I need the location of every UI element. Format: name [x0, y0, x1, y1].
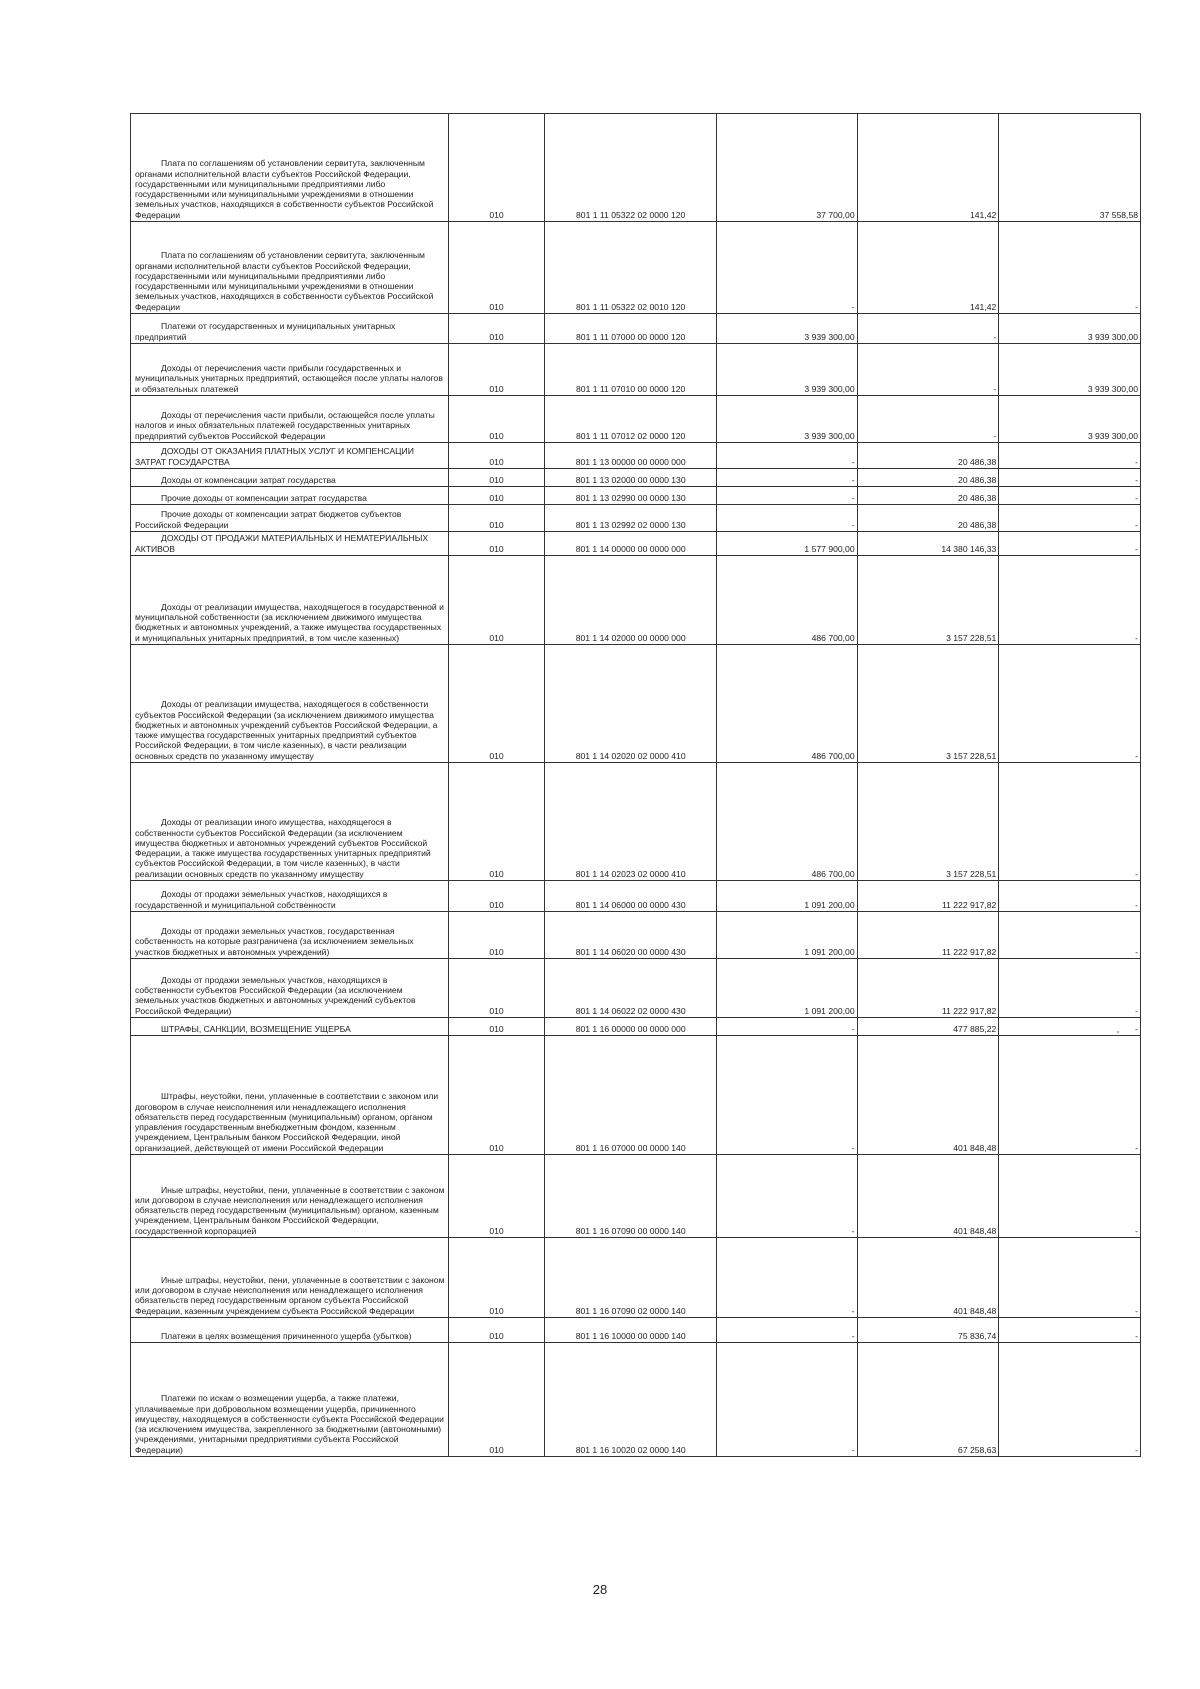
row-approved-text: -: [851, 1142, 855, 1153]
row-code-text: 010: [489, 1023, 504, 1034]
row-approved-text: 1 577 900,00: [804, 543, 855, 554]
row-code-text: 010: [489, 632, 504, 643]
row-executed-cell: [857, 763, 999, 881]
row-name-text: Доходы от реализации имущества, находящегося в государственной и муниципальной собственности (за исключением движимого имущества бюджетных и автономных учреждений, а также имущества государственных и муниципальных унитарных предприятий, в том числе казенных): [135, 601, 444, 643]
table-row: [131, 1318, 1141, 1343]
row-code-cell: [448, 314, 545, 344]
row-approved-text: -: [851, 1330, 855, 1341]
row-executed-cell: [857, 443, 999, 469]
row-executed-text: 11 222 917,82: [941, 1005, 997, 1016]
row-code-text: 010: [489, 474, 504, 485]
row-approved-text: 37 700,00: [816, 209, 855, 220]
row-approved-text: 3 939 300,00: [804, 430, 855, 441]
row-approved-text: 3 939 300,00: [804, 383, 855, 394]
row-executed-text: 3 157 228,51: [946, 868, 997, 879]
row-approved-cell: [717, 959, 858, 1018]
row-code-text: 010: [489, 899, 504, 910]
row-approved-text: -: [851, 492, 855, 503]
table-row: [131, 1343, 1141, 1457]
row-unexecuted-text: 3 939 300,00: [1087, 430, 1138, 441]
row-unexecuted-text: -: [1135, 1023, 1138, 1034]
row-executed-text: -: [993, 430, 997, 441]
row-kbk-cell: [545, 1155, 717, 1238]
row-code-text: 010: [489, 750, 504, 761]
row-unexecuted-text: -: [1135, 1225, 1138, 1236]
row-executed-text: 401 848,48: [953, 1225, 997, 1236]
row-kbk-text: 801 1 14 02020 02 0000 410: [575, 750, 686, 761]
row-kbk-cell: [545, 469, 717, 487]
row-approved-text: 1 091 200,00: [804, 1005, 855, 1016]
row-unexecuted-cell: [999, 645, 1141, 763]
row-name-cell: [131, 763, 449, 881]
row-name-text: Доходы от продажи земельных участков, находящихся в собственности субъектов Российской Федерации (за исключением земельных участков бюджетных и автономных учреждений субъектов Российской Федерации): [135, 974, 416, 1016]
row-approved-text: -: [851, 1444, 855, 1455]
row-code-text: 010: [489, 301, 504, 312]
row-kbk-text: 801 1 14 06022 02 0000 430: [575, 1005, 686, 1016]
row-name-cell: [131, 532, 449, 556]
row-name-text: ДОХОДЫ ОТ ОКАЗАНИЯ ПЛАТНЫХ УСЛУГ И КОМПЕНСАЦИИ ЗАТРАТ ГОСУДАРСТВА: [135, 446, 414, 467]
row-code-cell: [448, 763, 545, 881]
row-code-text: 010: [489, 868, 504, 879]
row-name-text: Плата по соглашениям об установлении сервитута, заключенным органами исполнительной власти субъектов Российской Федерации, государственными или муниципальными предприятиями либо государственными или муниципальными учреждениями в отношении земельных участков, находящихся в собственности субъектов Российской Федерации: [135, 158, 434, 220]
row-unexecuted-text: -: [1135, 946, 1138, 957]
row-approved-cell: [717, 222, 858, 314]
table-row: [131, 469, 1141, 487]
row-name-cell: [131, 912, 449, 959]
row-executed-cell: [857, 881, 999, 912]
pen-mark: ': [1117, 1030, 1119, 1041]
row-unexecuted-text: -: [1135, 1005, 1138, 1016]
row-code-cell: [448, 443, 545, 469]
row-name-cell: [131, 469, 449, 487]
row-unexecuted-cell: [999, 314, 1141, 344]
row-code-text: 010: [489, 519, 504, 530]
row-approved-text: 1 091 200,00: [804, 946, 855, 957]
row-code-cell: [448, 912, 545, 959]
row-name-text: ДОХОДЫ ОТ ПРОДАЖИ МАТЕРИАЛЬНЫХ И НЕМАТЕРИАЛЬНЫХ АКТИВОВ: [135, 533, 429, 554]
row-name-cell: [131, 645, 449, 763]
row-name-text: Прочие доходы от компенсации затрат государства: [161, 492, 367, 503]
row-kbk-cell: [545, 881, 717, 912]
row-kbk-text: 801 1 13 02992 02 0000 130: [575, 519, 686, 530]
row-kbk-cell: [545, 487, 717, 505]
row-unexecuted-text: -: [1135, 868, 1138, 879]
row-executed-cell: [857, 1318, 999, 1343]
row-name-cell: [131, 1238, 449, 1318]
row-approved-text: -: [851, 301, 855, 312]
table-row: [131, 222, 1141, 314]
row-kbk-cell: [545, 505, 717, 532]
row-code-cell: [448, 1155, 545, 1238]
table-row: [131, 532, 1141, 556]
row-unexecuted-text: -: [1135, 632, 1138, 643]
row-executed-text: 141,42: [969, 301, 997, 312]
row-unexecuted-text: -: [1135, 543, 1138, 554]
row-name-cell: [131, 505, 449, 532]
row-approved-cell: [717, 645, 858, 763]
row-executed-text: 20 486,38: [958, 456, 997, 467]
row-executed-cell: [857, 1343, 999, 1457]
row-kbk-text: 801 1 14 06000 00 0000 430: [575, 899, 686, 910]
row-kbk-text: 801 1 16 07090 02 0000 140: [575, 1305, 686, 1316]
table-row: [131, 881, 1141, 912]
row-executed-cell: [857, 1036, 999, 1155]
row-name-text: Доходы от продажи земельных участков, государственная собственность на которые разграничена (за исключением земельных участков бюджетных и автономных учреждений): [135, 926, 414, 957]
row-kbk-text: 801 1 16 07090 00 0000 140: [575, 1225, 686, 1236]
row-name-cell: [131, 344, 449, 396]
row-unexecuted-text: 3 939 300,00: [1087, 331, 1138, 342]
table-row: [131, 912, 1141, 959]
table-row: [131, 1036, 1141, 1155]
row-name-text: Платежи от государственных и муниципальных унитарных предприятий: [135, 321, 396, 342]
row-code-cell: [448, 505, 545, 532]
row-kbk-text: 801 1 14 02023 02 0000 410: [575, 868, 686, 879]
row-kbk-text: 801 1 16 00000 00 0000 000: [575, 1023, 686, 1034]
row-unexecuted-cell: [999, 1018, 1141, 1036]
row-executed-cell: [857, 314, 999, 344]
row-unexecuted-text: -: [1135, 519, 1138, 530]
row-kbk-text: 801 1 11 05322 02 0010 120: [576, 301, 686, 312]
row-unexecuted-text: -: [1135, 1330, 1138, 1341]
row-executed-text: -: [993, 331, 997, 342]
row-unexecuted-text: -: [1135, 301, 1138, 312]
row-executed-cell: [857, 114, 999, 222]
row-approved-text: 486 700,00: [811, 750, 855, 761]
row-code-cell: [448, 1036, 545, 1155]
row-code-cell: [448, 1018, 545, 1036]
row-executed-text: 11 222 917,82: [941, 899, 997, 910]
table-row: [131, 763, 1141, 881]
row-approved-text: -: [851, 456, 855, 467]
row-unexecuted-text: 37 558,58: [1099, 209, 1138, 220]
row-executed-cell: [857, 1155, 999, 1238]
row-executed-cell: [857, 222, 999, 314]
row-executed-cell: [857, 469, 999, 487]
row-kbk-text: 801 1 13 00000 00 0000 000: [575, 456, 686, 467]
row-approved-text: 486 700,00: [811, 632, 855, 643]
row-executed-cell: [857, 532, 999, 556]
row-unexecuted-cell: [999, 1036, 1141, 1155]
row-unexecuted-cell: [999, 1155, 1141, 1238]
table-row: [131, 556, 1141, 645]
row-unexecuted-cell: [999, 881, 1141, 912]
row-executed-text: 20 486,38: [958, 474, 997, 485]
row-executed-text: 20 486,38: [958, 492, 997, 503]
row-unexecuted-cell: [999, 487, 1141, 505]
row-kbk-text: 801 1 13 02000 00 0000 130: [575, 474, 686, 485]
row-approved-text: -: [851, 519, 855, 530]
row-executed-cell: [857, 912, 999, 959]
row-unexecuted-cell: [999, 443, 1141, 469]
row-approved-cell: [717, 1036, 858, 1155]
row-name-cell: [131, 114, 449, 222]
row-kbk-text: 801 1 16 10020 02 0000 140: [575, 1444, 686, 1455]
row-name-text: Платежи в целях возмещения причиненного ущерба (убытков): [161, 1330, 412, 1341]
row-kbk-cell: [545, 1036, 717, 1155]
row-executed-text: 141,42: [969, 209, 997, 220]
row-name-text: Штрафы, неустойки, пени, уплаченные в соответствии с законом или договором в случае неисполнения или ненадлежащего исполнения обязательств перед государственным (муниципальным) органом, органом управления государственным внебюджетным фондом, казенным учреждением, Центральным банком Российской Федерации, иной организацией, действующей от имени Российской Федерации: [135, 1091, 439, 1153]
row-approved-cell: [717, 487, 858, 505]
row-kbk-text: 801 1 11 07012 02 0000 120: [576, 430, 686, 441]
row-approved-cell: [717, 912, 858, 959]
row-approved-cell: [717, 1343, 858, 1457]
table-row: [131, 505, 1141, 532]
row-approved-cell: [717, 469, 858, 487]
table-row: [131, 114, 1141, 222]
row-executed-text: 401 848,48: [953, 1305, 997, 1316]
row-name-text: Платежи по искам о возмещении ущерба, а также платежи, уплачиваемые при добровольном возмещении ущерба, причиненного имуществу, находящемуся в собственности субъекта Российской Федерации (за исключением имущества, закрепленного за бюджетными (автономными) учреждениями, унитарными предприятиями субъекта Российской Федерации): [135, 1393, 444, 1455]
row-unexecuted-cell: [999, 1318, 1141, 1343]
row-name-text: Доходы от перечисления части прибыли государственных и муниципальных унитарных предприятий, остающейся после уплаты налогов и обязательных платежей: [135, 363, 443, 394]
page-number: 28: [592, 1582, 608, 1597]
row-name-cell: [131, 1155, 449, 1238]
row-unexecuted-cell: [999, 1343, 1141, 1457]
row-code-text: 010: [489, 456, 504, 467]
row-kbk-cell: [545, 912, 717, 959]
row-unexecuted-cell: [999, 344, 1141, 396]
row-unexecuted-cell: [999, 1238, 1141, 1318]
row-kbk-cell: [545, 443, 717, 469]
row-unexecuted-cell: [999, 912, 1141, 959]
row-approved-cell: [717, 763, 858, 881]
row-executed-text: 67 258,63: [958, 1444, 997, 1455]
row-approved-text: -: [851, 1023, 855, 1034]
row-approved-cell: [717, 114, 858, 222]
row-code-text: 010: [489, 209, 504, 220]
row-name-cell: [131, 881, 449, 912]
row-approved-cell: [717, 1318, 858, 1343]
row-unexecuted-text: 3 939 300,00: [1087, 383, 1138, 394]
row-name-text: Иные штрафы, неустойки, пени, уплаченные в соответствии с законом или договором в случае неисполнения или ненадлежащего исполнения обязательств перед государственным органом субъекта Российской Федерации, казенным учреждением субъекта Российской Федерации: [135, 1274, 445, 1316]
table-row: [131, 443, 1141, 469]
row-executed-text: 20 486,38: [958, 519, 997, 530]
row-code-text: 010: [489, 1225, 504, 1236]
row-name-text: Прочие доходы от компенсации затрат бюджетов субъектов Российской Федерации: [135, 509, 402, 530]
row-executed-text: 477 885,22: [953, 1023, 997, 1034]
row-kbk-cell: [545, 222, 717, 314]
row-unexecuted-text: -: [1135, 474, 1138, 485]
row-name-text: ШТРАФЫ, САНКЦИИ, ВОЗМЕЩЕНИЕ УЩЕРБА: [161, 1023, 351, 1034]
row-unexecuted-text: -: [1135, 1305, 1138, 1316]
row-executed-text: 3 157 228,51: [946, 632, 997, 643]
row-executed-cell: [857, 645, 999, 763]
table-row: [131, 1238, 1141, 1318]
row-name-text: Доходы от компенсации затрат государства: [161, 474, 336, 485]
row-name-text: Доходы от реализации иного имущества, находящегося в собственности субъектов Российской Федерации (за исключением имущества бюджетных и автономных учреждений субъектов Российской Федерации, а также имущества государственных унитарных предприятий субъектов Российской Федерации, в том числе казенных), в части реализации основных средств по указанному имуществу: [135, 817, 431, 879]
row-unexecuted-cell: [999, 556, 1141, 645]
row-approved-cell: [717, 314, 858, 344]
row-code-cell: [448, 959, 545, 1018]
table-row: [131, 1018, 1141, 1036]
row-executed-cell: [857, 396, 999, 443]
row-kbk-cell: [545, 532, 717, 556]
row-kbk-text: 801 1 14 06020 00 0000 430: [575, 946, 686, 957]
row-code-text: 010: [489, 383, 504, 394]
row-approved-cell: [717, 881, 858, 912]
table-row: [131, 645, 1141, 763]
row-name-cell: [131, 959, 449, 1018]
row-kbk-cell: [545, 1238, 717, 1318]
row-executed-text: -: [993, 383, 997, 394]
row-code-cell: [448, 222, 545, 314]
row-name-cell: [131, 443, 449, 469]
row-code-cell: [448, 556, 545, 645]
row-name-cell: [131, 1018, 449, 1036]
row-name-text: Доходы от перечисления части прибыли, остающейся после уплаты налогов и иных обязательных платежей государственных унитарных предприятий субъектов Российской Федерации: [135, 410, 435, 441]
row-name-text: Доходы от продажи земельных участков, находящихся в государственной и муниципальной собственности: [135, 889, 388, 910]
row-code-cell: [448, 114, 545, 222]
row-code-cell: [448, 1238, 545, 1318]
row-name-cell: [131, 222, 449, 314]
row-kbk-cell: [545, 344, 717, 396]
row-executed-text: 14 380 146,33: [941, 543, 997, 554]
table-row: [131, 344, 1141, 396]
row-kbk-text: 801 1 14 00000 00 0000 000: [575, 543, 686, 554]
row-code-text: 010: [489, 1330, 504, 1341]
row-executed-text: 401 848,48: [953, 1142, 997, 1153]
row-code-text: 010: [489, 1142, 504, 1153]
row-kbk-text: 801 1 11 05322 02 0000 120: [576, 209, 686, 220]
row-code-text: 010: [489, 946, 504, 957]
row-approved-cell: [717, 505, 858, 532]
row-executed-cell: [857, 505, 999, 532]
row-name-cell: [131, 487, 449, 505]
row-kbk-cell: [545, 1343, 717, 1457]
row-approved-text: 486 700,00: [811, 868, 855, 879]
row-name-cell: [131, 396, 449, 443]
row-unexecuted-text: -: [1135, 456, 1138, 467]
row-approved-text: -: [851, 1225, 855, 1236]
row-approved-text: -: [851, 1305, 855, 1316]
row-code-text: 010: [489, 430, 504, 441]
row-kbk-text: 801 1 14 02000 00 0000 000: [575, 632, 686, 643]
row-approved-cell: [717, 1155, 858, 1238]
row-unexecuted-cell: [999, 396, 1141, 443]
row-kbk-cell: [545, 314, 717, 344]
row-kbk-cell: [545, 645, 717, 763]
row-approved-cell: [717, 532, 858, 556]
row-unexecuted-text: -: [1135, 1142, 1138, 1153]
row-kbk-text: 801 1 11 07000 00 0000 120: [576, 331, 686, 342]
row-name-cell: [131, 1036, 449, 1155]
row-code-cell: [448, 396, 545, 443]
row-approved-cell: [717, 1238, 858, 1318]
row-code-cell: [448, 1318, 545, 1343]
row-kbk-cell: [545, 396, 717, 443]
row-name-cell: [131, 1343, 449, 1457]
row-executed-text: 3 157 228,51: [946, 750, 997, 761]
row-kbk-cell: [545, 959, 717, 1018]
row-approved-cell: [717, 443, 858, 469]
row-code-cell: [448, 1343, 545, 1457]
row-approved-text: -: [851, 474, 855, 485]
row-kbk-text: 801 1 16 10000 00 0000 140: [575, 1330, 686, 1341]
row-unexecuted-cell: [999, 959, 1141, 1018]
row-unexecuted-cell: [999, 469, 1141, 487]
row-kbk-text: 801 1 11 07010 00 0000 120: [576, 383, 686, 394]
table-row: [131, 396, 1141, 443]
row-kbk-cell: [545, 1018, 717, 1036]
row-kbk-text: 801 1 16 07000 00 0000 140: [575, 1142, 686, 1153]
row-executed-cell: [857, 487, 999, 505]
row-approved-text: 1 091 200,00: [804, 899, 855, 910]
row-kbk-cell: [545, 114, 717, 222]
row-unexecuted-text: -: [1135, 899, 1138, 910]
row-name-text: Плата по соглашениям об установлении сервитута, заключенным органами исполнительной власти субъектов Российской Федерации, государственными или муниципальными предприятиями либо государственными или муниципальными учреждениями в отношении земельных участков, находящихся в собственности субъектов Российской Федерации: [135, 250, 434, 312]
row-approved-cell: [717, 344, 858, 396]
row-unexecuted-cell: [999, 532, 1141, 556]
row-unexecuted-cell: [999, 114, 1141, 222]
row-executed-cell: [857, 556, 999, 645]
row-code-text: 010: [489, 1005, 504, 1016]
row-kbk-cell: [545, 763, 717, 881]
row-code-text: 010: [489, 492, 504, 503]
table-row: [131, 1155, 1141, 1238]
revenue-table: [130, 113, 1141, 1457]
row-name-text: Иные штрафы, неустойки, пени, уплаченные в соответствии с законом или договором в случае неисполнения или ненадлежащего исполнения обязательств перед государственным (муниципальным) органом, казенным учреждением, Центральным банком Российской Федерации, государственной корпорацией: [135, 1184, 445, 1236]
row-code-cell: [448, 487, 545, 505]
row-unexecuted-cell: [999, 222, 1141, 314]
row-code-cell: [448, 645, 545, 763]
row-executed-cell: [857, 1238, 999, 1318]
row-unexecuted-text: -: [1135, 492, 1138, 503]
row-unexecuted-cell: [999, 763, 1141, 881]
row-approved-cell: [717, 1018, 858, 1036]
row-code-text: 010: [489, 1305, 504, 1316]
row-code-cell: [448, 532, 545, 556]
row-approved-text: 3 939 300,00: [804, 331, 855, 342]
row-code-text: 010: [489, 543, 504, 554]
row-executed-cell: [857, 1018, 999, 1036]
revenue-table-body: [131, 114, 1141, 1457]
row-approved-cell: [717, 556, 858, 645]
row-kbk-cell: [545, 556, 717, 645]
row-unexecuted-text: -: [1135, 1444, 1138, 1455]
table-row: [131, 314, 1141, 344]
row-kbk-text: 801 1 13 02990 00 0000 130: [575, 492, 686, 503]
row-name-text: Доходы от реализации имущества, находящегося в собственности субъектов Российской Федерации (за исключением движимого имущества бюджетных и автономных учреждений субъектов Российской Федерации, а также имущества государственных унитарных предприятий субъектов Российской Федерации, в том числе казенных), в части реализации основных средств по указанному имуществу: [135, 699, 438, 761]
row-code-text: 010: [489, 331, 504, 342]
row-executed-text: 11 222 917,82: [941, 946, 997, 957]
row-kbk-cell: [545, 1318, 717, 1343]
row-code-text: 010: [489, 1444, 504, 1455]
row-unexecuted-cell: [999, 505, 1141, 532]
row-unexecuted-text: -: [1135, 750, 1138, 761]
table-row: [131, 487, 1141, 505]
row-executed-cell: [857, 959, 999, 1018]
row-code-cell: [448, 881, 545, 912]
table-row: [131, 959, 1141, 1018]
row-code-cell: [448, 344, 545, 396]
row-name-cell: [131, 556, 449, 645]
row-name-cell: [131, 314, 449, 344]
row-approved-cell: [717, 396, 858, 443]
row-name-cell: [131, 1318, 449, 1343]
row-executed-cell: [857, 344, 999, 396]
row-executed-text: 75 836,74: [958, 1330, 997, 1341]
row-code-cell: [448, 469, 545, 487]
